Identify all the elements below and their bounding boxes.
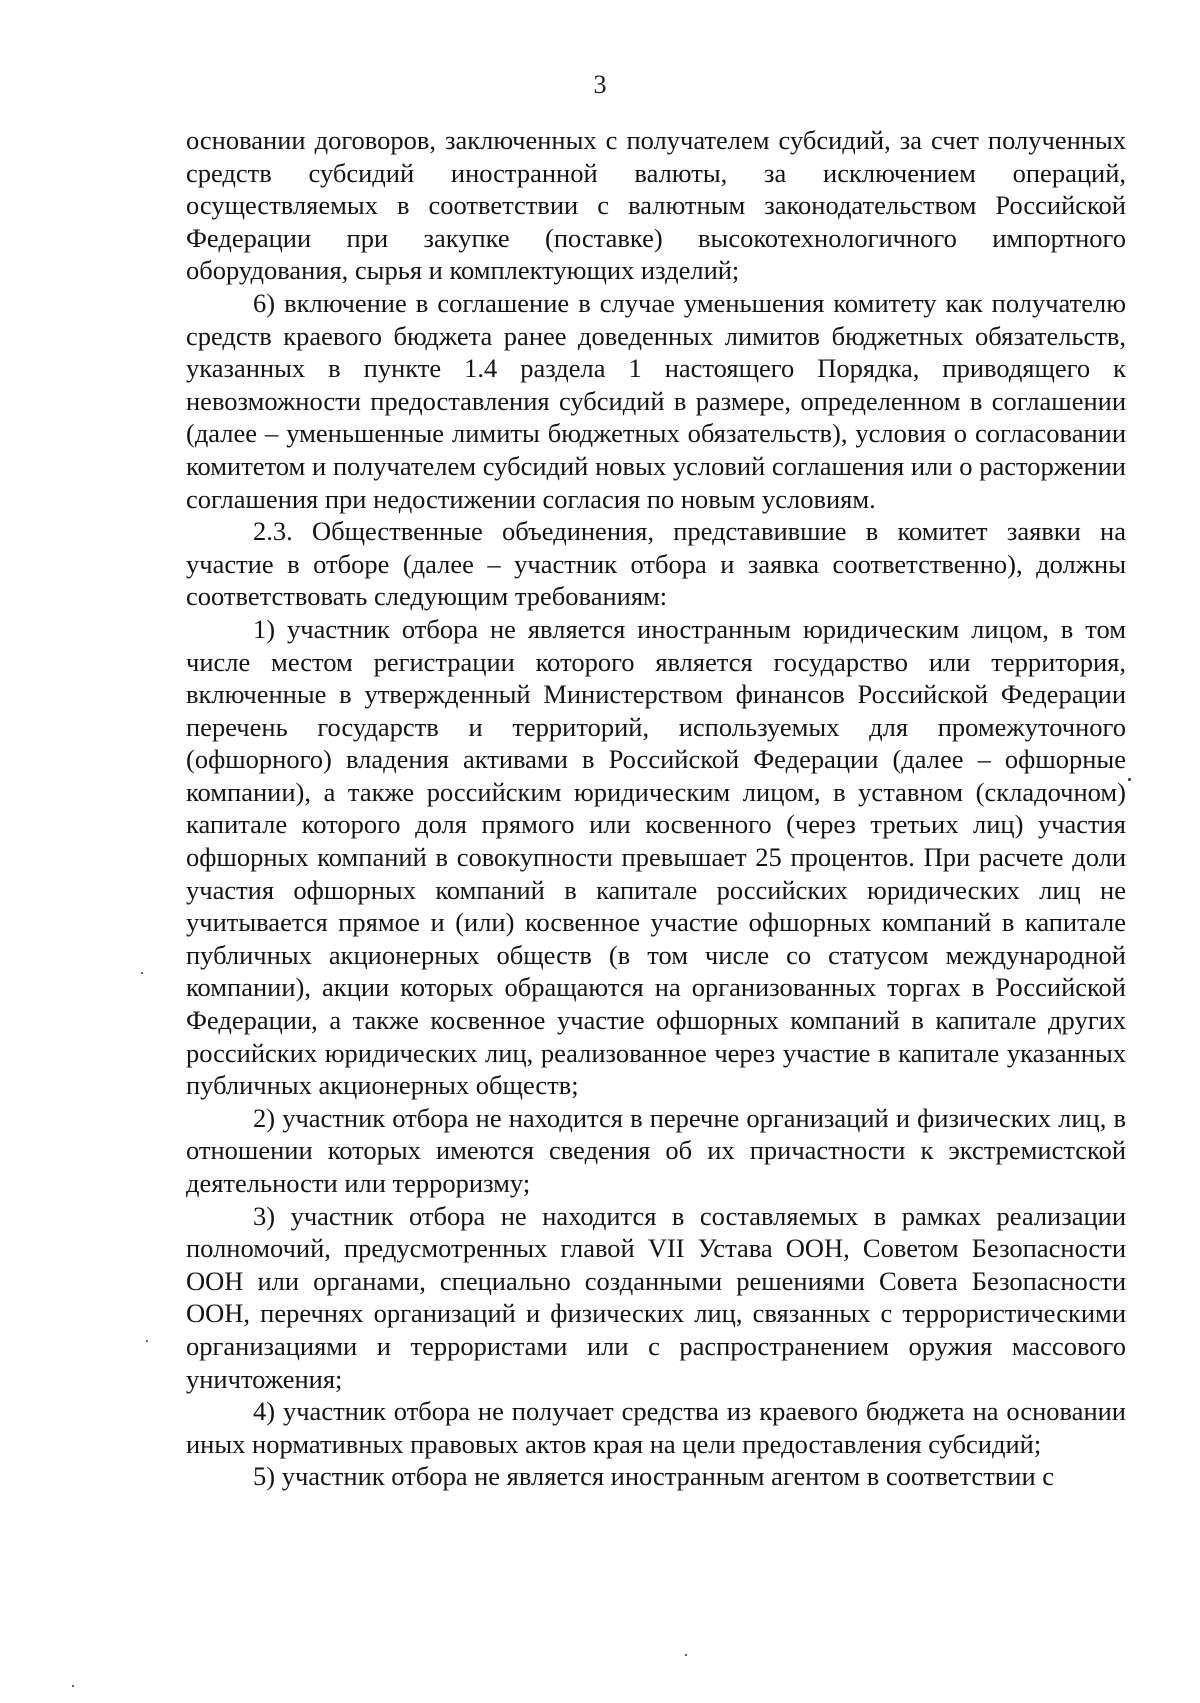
paragraph-requirement-2: 2) участник отбора не находится в перечне организаций и физических лиц, в отношении которых имеются сведения об их причастности к экстремистской деятельности или терроризму; xyxy=(186,1102,1126,1198)
paragraph-requirement-4: 4) участник отбора не получает средства из краевого бюджета на основании иных нормативных правовых актов края на цели предоставления субсидий; xyxy=(186,1396,1126,1459)
paragraph-requirement-1: 1) участник отбора не является иностранным юридическим лицом, в том числе местом регистрации которого является государство или территория, включенные в утвержденный Министерством финансов Российской Федерации перечень государств и территорий, используемых для промежуточного (офшорного) владения активами в Российской Федерации (далее – офшорные компании), а также российским юридическим лицом, в уставном (складочном) капитале которого доля прямого или косвенного (через третьих лиц) участия офшорных компаний в совокупности превышает 25 процентов. При расчете доли участия офшорных компаний в капитале российских юридических лиц не учитывается прямое и (или) косвенное участие офшорных компаний в капитале публичных акционерных обществ (в том числе со статусом международной компании), акции которых обращаются на организованных торгах в Российской Федерации, а также косвенное участие офшорных компаний в капитале других российских юридических лиц, реализованное через участие в капитале указанных публичных акционерных обществ; xyxy=(186,613,1126,1101)
scan-speck xyxy=(141,972,143,974)
paragraph-requirement-5: 5) участник отбора не является иностранным агентом в соответствии с xyxy=(253,1461,1055,1492)
document-body xyxy=(186,124,1126,1493)
paragraph-requirement-3: 3) участник отбора не находится в составляемых в рамках реализации полномочий, предусмотренных главой VII Устава ООН, Советом Безопасности ООН или органами, специально созданными решениями Совета Безопасности ООН, перечнях организаций и физических лиц, связанных с террористическими организациями и террористами или с распространением оружия массового уничтожения; xyxy=(186,1200,1126,1394)
scan-speck xyxy=(1128,778,1131,781)
scan-speck xyxy=(146,1340,148,1342)
scan-speck xyxy=(72,1685,74,1687)
page-number: 3 xyxy=(593,70,607,99)
scan-speck xyxy=(685,1654,687,1656)
paragraph-item-6: 6) включение в соглашение в случае уменьшения комитету как получателю средств краевого бюджета ранее доведенных лимитов бюджетных обязательств, указанных в пункте 1.4 раздела 1 настоящего Порядка, приводящего к невозможности предоставления субсидий в размере, определенном в соглашении (далее – уменьшенные лимиты бюджетных обязательств), условия о согласовании комитетом и получателем субсидий новых условий соглашения или о расторжении соглашения при недостижении согласия по новым условиям. xyxy=(186,287,1126,514)
paragraph-continuation: основании договоров, заключенных с получателем субсидий, за счет полученных средств субсидий иностранной валюты, за исключением операций, осуществляемых в соответствии с валютным законодательством Российской Федерации при закупке (поставке) высокотехнологичного импортного оборудования, сырья и комплектующих изделий; xyxy=(186,125,1126,286)
paragraph-section-2-3: 2.3. Общественные объединения, представившие в комитет заявки на участие в отборе (далее – участник отбора и заявка соответственно), должны соответствовать следующим требованиям: xyxy=(186,516,1126,612)
